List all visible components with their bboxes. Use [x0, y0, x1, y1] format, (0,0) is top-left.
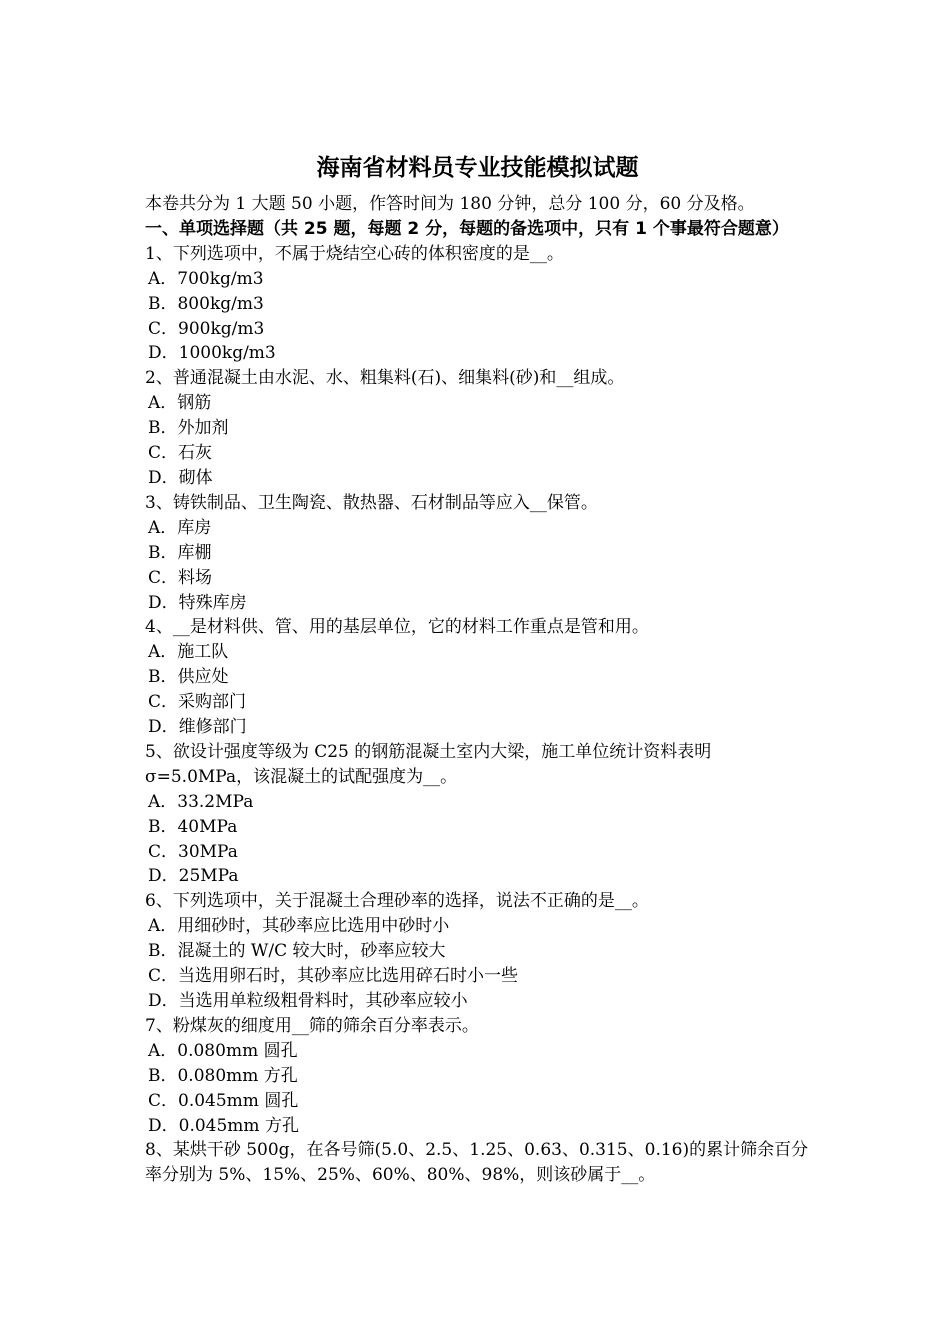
question-stem: 1、下列选项中，不属于烧结空心砖的体积密度的是__。	[145, 243, 564, 264]
answer-option: D．砌体	[148, 467, 213, 488]
answer-option: D．当选用单粒级粗骨料时，其砂率应较小	[148, 991, 468, 1011]
answer-option: C．采购部门	[148, 692, 247, 713]
answer-option: C．900kg/m3	[148, 318, 265, 339]
answer-option: B．混凝土的 W/C 较大时，砂率应较大	[148, 941, 446, 962]
answer-option: D．特殊库房	[148, 592, 247, 613]
answer-option: A．33.2MPa	[148, 791, 254, 812]
answer-option: A．施工队	[148, 642, 229, 663]
answer-option: B．40MPa	[148, 816, 238, 837]
answer-option: A．用细砂时，其砂率应比选用中砂时小	[148, 916, 450, 937]
answer-option: B．外加剂	[148, 418, 229, 439]
exam-page	[145, 150, 810, 1188]
answer-option: D．维修部门	[148, 717, 247, 738]
question-stem: 4、__是材料供、管、用的基层单位，它的材料工作重点是管和用。	[145, 617, 649, 638]
answer-option: C．石灰	[148, 443, 213, 464]
answer-option: B．0.080mm 方孔	[148, 1065, 298, 1086]
answer-option: C．料场	[148, 567, 213, 588]
answer-option: C．0.045mm 圆孔	[148, 1090, 299, 1111]
answer-option: B．800kg/m3	[148, 293, 264, 314]
answer-option: D．0.045mm 方孔	[148, 1115, 299, 1136]
answer-option: A．700kg/m3	[148, 268, 264, 289]
question-stem: 2、普通混凝土由水泥、水、粗集料(石)、细集料(砂)和__组成。	[145, 368, 625, 389]
question-stem: 8、某烘干砂 500g，在各号筛(5.0、2.5、1.25、0.63、0.315、0.16)的累计筛余百分率分别为 5%、15%、25%、60%、80%、98%，则该砂属于__。	[145, 1140, 809, 1186]
question-list	[145, 242, 810, 1188]
question-stem: 3、铸铁制品、卫生陶瓷、散热器、石材制品等应入__保管。	[145, 492, 598, 513]
answer-option: A．钢筋	[148, 393, 212, 414]
exam-intro: 本卷共分为 1 大题 50 小题，作答时间为 180 分钟，总分 100 分，60 分及格。	[145, 194, 755, 214]
answer-option: B．库棚	[148, 542, 212, 563]
page-title: 海南省材料员专业技能模拟试题	[316, 155, 639, 181]
answer-option: A．库房	[148, 517, 212, 538]
answer-option: B．供应处	[148, 667, 229, 688]
question-stem: 5、欲设计强度等级为 C25 的钢筋混凝土室内大梁，施工单位统计资料表明σ=5.0MPa，该混凝土的试配强度为__。	[145, 741, 712, 787]
section-heading: 一、单项选择题（共 25 题，每题 2 分，每题的备选项中，只有 1 个事最符合题意）	[145, 218, 789, 239]
question-stem: 7、粉煤灰的细度用__筛的筛余百分率表示。	[145, 1015, 479, 1036]
answer-option: D．25MPa	[148, 866, 239, 887]
answer-option: C．30MPa	[148, 841, 238, 862]
question-stem: 6、下列选项中，关于混凝土合理砂率的选择，说法不正确的是__。	[145, 891, 649, 912]
answer-option: A．0.080mm 圆孔	[148, 1040, 298, 1061]
answer-option: C．当选用卵石时，其砂率应比选用碎石时小一些	[148, 966, 519, 987]
answer-option: D．1000kg/m3	[148, 343, 276, 364]
